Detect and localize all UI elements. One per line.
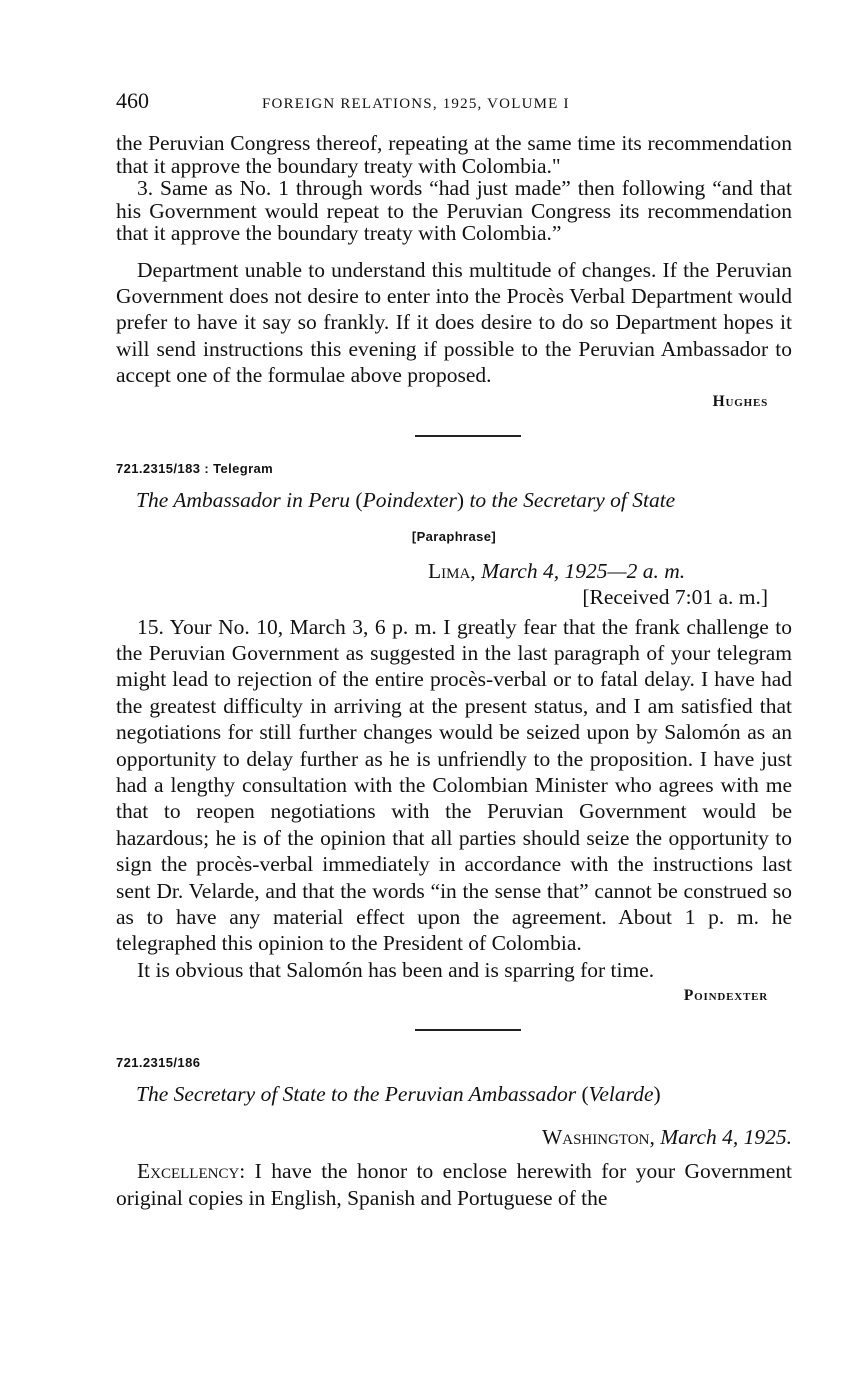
document-title-paren-open: ( [355, 487, 363, 512]
paragraph-continued: the Peruvian Congress thereof, repeating at the same time its recommendation that it approve the boundary treaty with Colombia." [116, 131, 792, 178]
document-title-name: Poindexter [362, 487, 457, 512]
dateline-2-date: March 4, 1925. [660, 1125, 792, 1150]
dateline-2 [116, 1125, 792, 1150]
document-title-2-text: The Secretary of State to the Peruvian Ambassador [136, 1082, 582, 1107]
signature-hughes: Hughes [712, 392, 768, 410]
telegram-body: 15. Your No. 10, March 3, 6 p. m. I greatly fear that the frank challenge to the Peruvian Government as suggested in the last paragraph of your telegram might lead to rejection of the entire procès-verbal or to fatal delay. I have had the greatest difficulty in arriving at the present status, and I am satisfied that negotiations for still further changes would be seized upon by Salomón as an opportunity to delay further as he is unfriendly to the proposition. I have just had a lengthy consultation with the Colombian Minister who agrees with me that to reopen negotiations with the Peruvian Government would be hazardous; he is of the opinion that all parties should seize the opportunity to sign the procès-verbal immediately in accordance with the instructions last sent Dr. Velarde, and that the words “in the sense that” cannot be construed so as to have any material effect upon the agreement. About 1 p. m. he telegraphed this opinion to the President of Colombia. [116, 614, 792, 956]
salutation: Excellency: [137, 1159, 246, 1184]
paraphrase-label: [Paraphrase] [411, 528, 497, 544]
document-title-2-name: Velarde [588, 1082, 654, 1107]
document-title-2 [136, 1082, 792, 1107]
signature-poindexter: Poindexter [683, 987, 768, 1005]
received-time: [Received 7:01 a. m.] [582, 584, 768, 609]
document-title [136, 488, 792, 513]
document-title-text-2: to the Secretary of State [464, 487, 676, 512]
letter-body-text: I have the honor to enclose herewith for your Government original copies in English, Spanish and Portuguese of the [116, 1159, 792, 1210]
section-divider [415, 435, 521, 437]
page-header [116, 88, 792, 114]
dateline-place: Lima, [428, 558, 476, 583]
running-head: FOREIGN RELATIONS, 1925, VOLUME I [262, 96, 570, 112]
document-number: 721.2315/183 : Telegram [116, 460, 274, 476]
paragraph-item-3: 3. Same as No. 1 through words “had just made” then following “and that his Government would repeat to the Peruvian Congress its recommendation that it approve the boundary treaty with Colombia.” [116, 176, 792, 245]
document-title-text: The Ambassador in Peru [136, 487, 356, 512]
paragraph-department: Department unable to understand this multitude of changes. If the Peruvian Government does not desire to enter into the Procès Verbal Department would prefer to have it say so frankly. If it does desire to do so Department hopes it will send instructions this evening if possible to the Peruvian Ambassador to accept one of the formulae above proposed. [116, 257, 792, 388]
document-title-paren-close: ) [456, 487, 465, 512]
dateline-date: March 4, 1925—2 a. m. [481, 558, 686, 583]
section-divider-2 [415, 1029, 521, 1031]
page-number: 460 [116, 88, 149, 113]
document-title-2-paren-open: ( [581, 1082, 589, 1107]
document-title-2-paren-close: ) [653, 1082, 661, 1107]
letter-body [116, 1158, 792, 1211]
telegram-closing: It is obvious that Salomón has been and is sparring for time. [137, 957, 655, 982]
document-page [116, 88, 792, 1211]
document-number-2: 721.2315/186 [116, 1055, 201, 1071]
dateline-2-place: Washington, [541, 1125, 655, 1150]
dateline [428, 558, 792, 584]
